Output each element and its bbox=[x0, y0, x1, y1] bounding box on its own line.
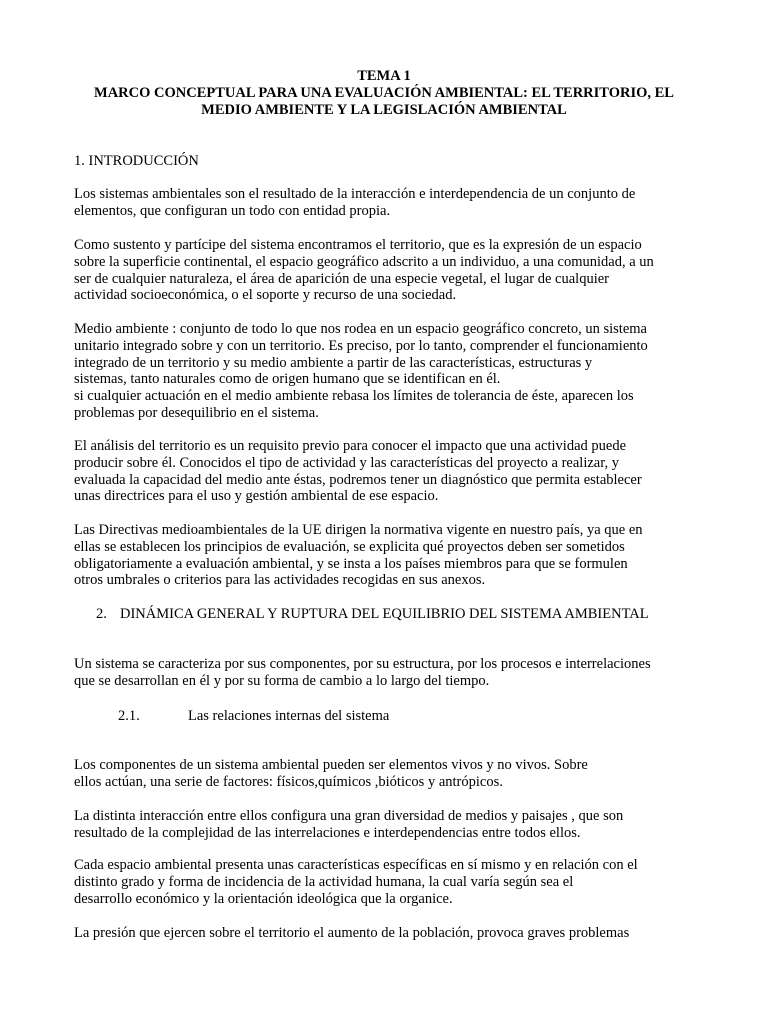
text-line: sobre la superficie continental, el espacio geográfico adscrito a un individuo, a una comunidad, a un bbox=[74, 253, 654, 270]
document-title bbox=[60, 68, 708, 119]
section-2-number: 2. bbox=[96, 606, 107, 622]
title-line-3: MEDIO AMBIENTE Y LA LEGISLACIÓN AMBIENTAL bbox=[201, 102, 567, 118]
section-1-heading: 1. INTRODUCCIÓN bbox=[74, 153, 199, 169]
paragraph-7 bbox=[74, 757, 698, 791]
section-2-heading: DINÁMICA GENERAL Y RUPTURA DEL EQUILIBRIO DEL SISTEMA AMBIENTAL bbox=[120, 606, 649, 622]
text-line: integrado de un territorio y su medio ambiente a partir de las características, estructuras y bbox=[74, 354, 593, 371]
text-line: actividad socioeconómica, o el soporte y recurso de una sociedad. bbox=[74, 287, 457, 304]
text-line: si cualquier actuación en el medio ambiente rebasa los límites de tolerancia de éste, aparecen los bbox=[74, 388, 634, 405]
text-line: evaluada la capacidad del medio ante éstas, podremos tener un diagnóstico que permita establecer bbox=[74, 471, 642, 488]
text-line: La distinta interacción entre ellos configura una gran diversidad de medios y paisajes , que son bbox=[74, 808, 624, 824]
text-line: Los componentes de un sistema ambiental pueden ser elementos vivos y no vivos. Sobre bbox=[74, 757, 588, 773]
text-line: Un sistema se caracteriza por sus componentes, por su estructura, por los procesos e interrelaciones bbox=[74, 656, 651, 672]
paragraph-8 bbox=[74, 808, 698, 842]
text-line: elementos, que configuran un todo con entidad propia. bbox=[74, 202, 391, 219]
text-line: que se desarrollan en él y por su forma de cambio a lo largo del tiempo. bbox=[74, 672, 490, 689]
text-line: distinto grado y forma de incidencia de la actividad humana, la cual varía según sea el bbox=[74, 873, 574, 890]
section-2-1-heading: Las relaciones internas del sistema bbox=[188, 708, 390, 724]
text-line: unas directrices para el uso y gestión ambiental de ese espacio. bbox=[74, 488, 439, 505]
paragraph-9 bbox=[74, 857, 698, 907]
text-line: problemas por desequilibrio en el sistema. bbox=[74, 404, 319, 421]
text-line: Las Directivas medioambientales de la UE dirigen la normativa vigente en nuestro país, ya que en bbox=[74, 522, 643, 538]
text-line: otros umbrales o criterios para las actividades recogidas en sus anexos. bbox=[74, 572, 486, 589]
text-line: Medio ambiente : conjunto de todo lo que nos rodea en un espacio geográfico concreto, un sistema bbox=[74, 321, 647, 337]
text-line: Los sistemas ambientales son el resultado de la interacción e interdependencia de un conjunto de bbox=[74, 186, 636, 202]
text-line: ellos actúan, una serie de factores: físicos,químicos ,bióticos y antrópicos. bbox=[74, 773, 503, 790]
text-line: sistemas, tanto naturales como de origen humano que se identifican en él. bbox=[74, 371, 501, 388]
title-line-1: TEMA 1 bbox=[357, 68, 411, 84]
paragraph-4 bbox=[74, 438, 698, 505]
text-line: resultado de la complejidad de las interrelaciones e interdependencias entre todos ellos. bbox=[74, 824, 581, 841]
text-line: Cada espacio ambiental presenta unas características específicas en sí mismo y en relación con el bbox=[74, 857, 638, 873]
paragraph-3 bbox=[74, 321, 698, 422]
paragraph-1 bbox=[74, 186, 698, 220]
text-line: La presión que ejercen sobre el territorio el aumento de la población, provoca graves problemas bbox=[74, 925, 630, 941]
text-line: Como sustento y partícipe del sistema encontramos el territorio, que es la expresión de un espacio bbox=[74, 237, 642, 253]
paragraph-2 bbox=[74, 237, 698, 304]
paragraph-6 bbox=[74, 656, 698, 690]
title-line-2: MARCO CONCEPTUAL PARA UNA EVALUACIÓN AMBIENTAL: EL TERRITORIO, EL bbox=[94, 85, 674, 101]
paragraph-5 bbox=[74, 522, 698, 589]
paragraph-10 bbox=[74, 925, 698, 942]
text-line: obligatoriamente a evaluación ambiental, y se insta a los países miembros para que se formulen bbox=[74, 555, 628, 572]
text-line: unitario integrado sobre y con un territorio. Es preciso, por lo tanto, comprender el funcionamiento bbox=[74, 337, 648, 354]
text-line: producir sobre él. Conocidos el tipo de actividad y las características del proyecto a realizar, y bbox=[74, 454, 619, 471]
text-line: desarrollo económico y la orientación ideológica que la organice. bbox=[74, 890, 453, 907]
text-line: El análisis del territorio es un requisito previo para conocer el impacto que una actividad puede bbox=[74, 438, 627, 454]
text-line: ellas se establecen los principios de evaluación, se explicita qué proyectos deben ser sometidos bbox=[74, 538, 625, 555]
text-line: ser de cualquier naturaleza, el área de aparición de una especie vegetal, el lugar de cualquier bbox=[74, 270, 609, 287]
section-2-1-number: 2.1. bbox=[118, 708, 140, 724]
